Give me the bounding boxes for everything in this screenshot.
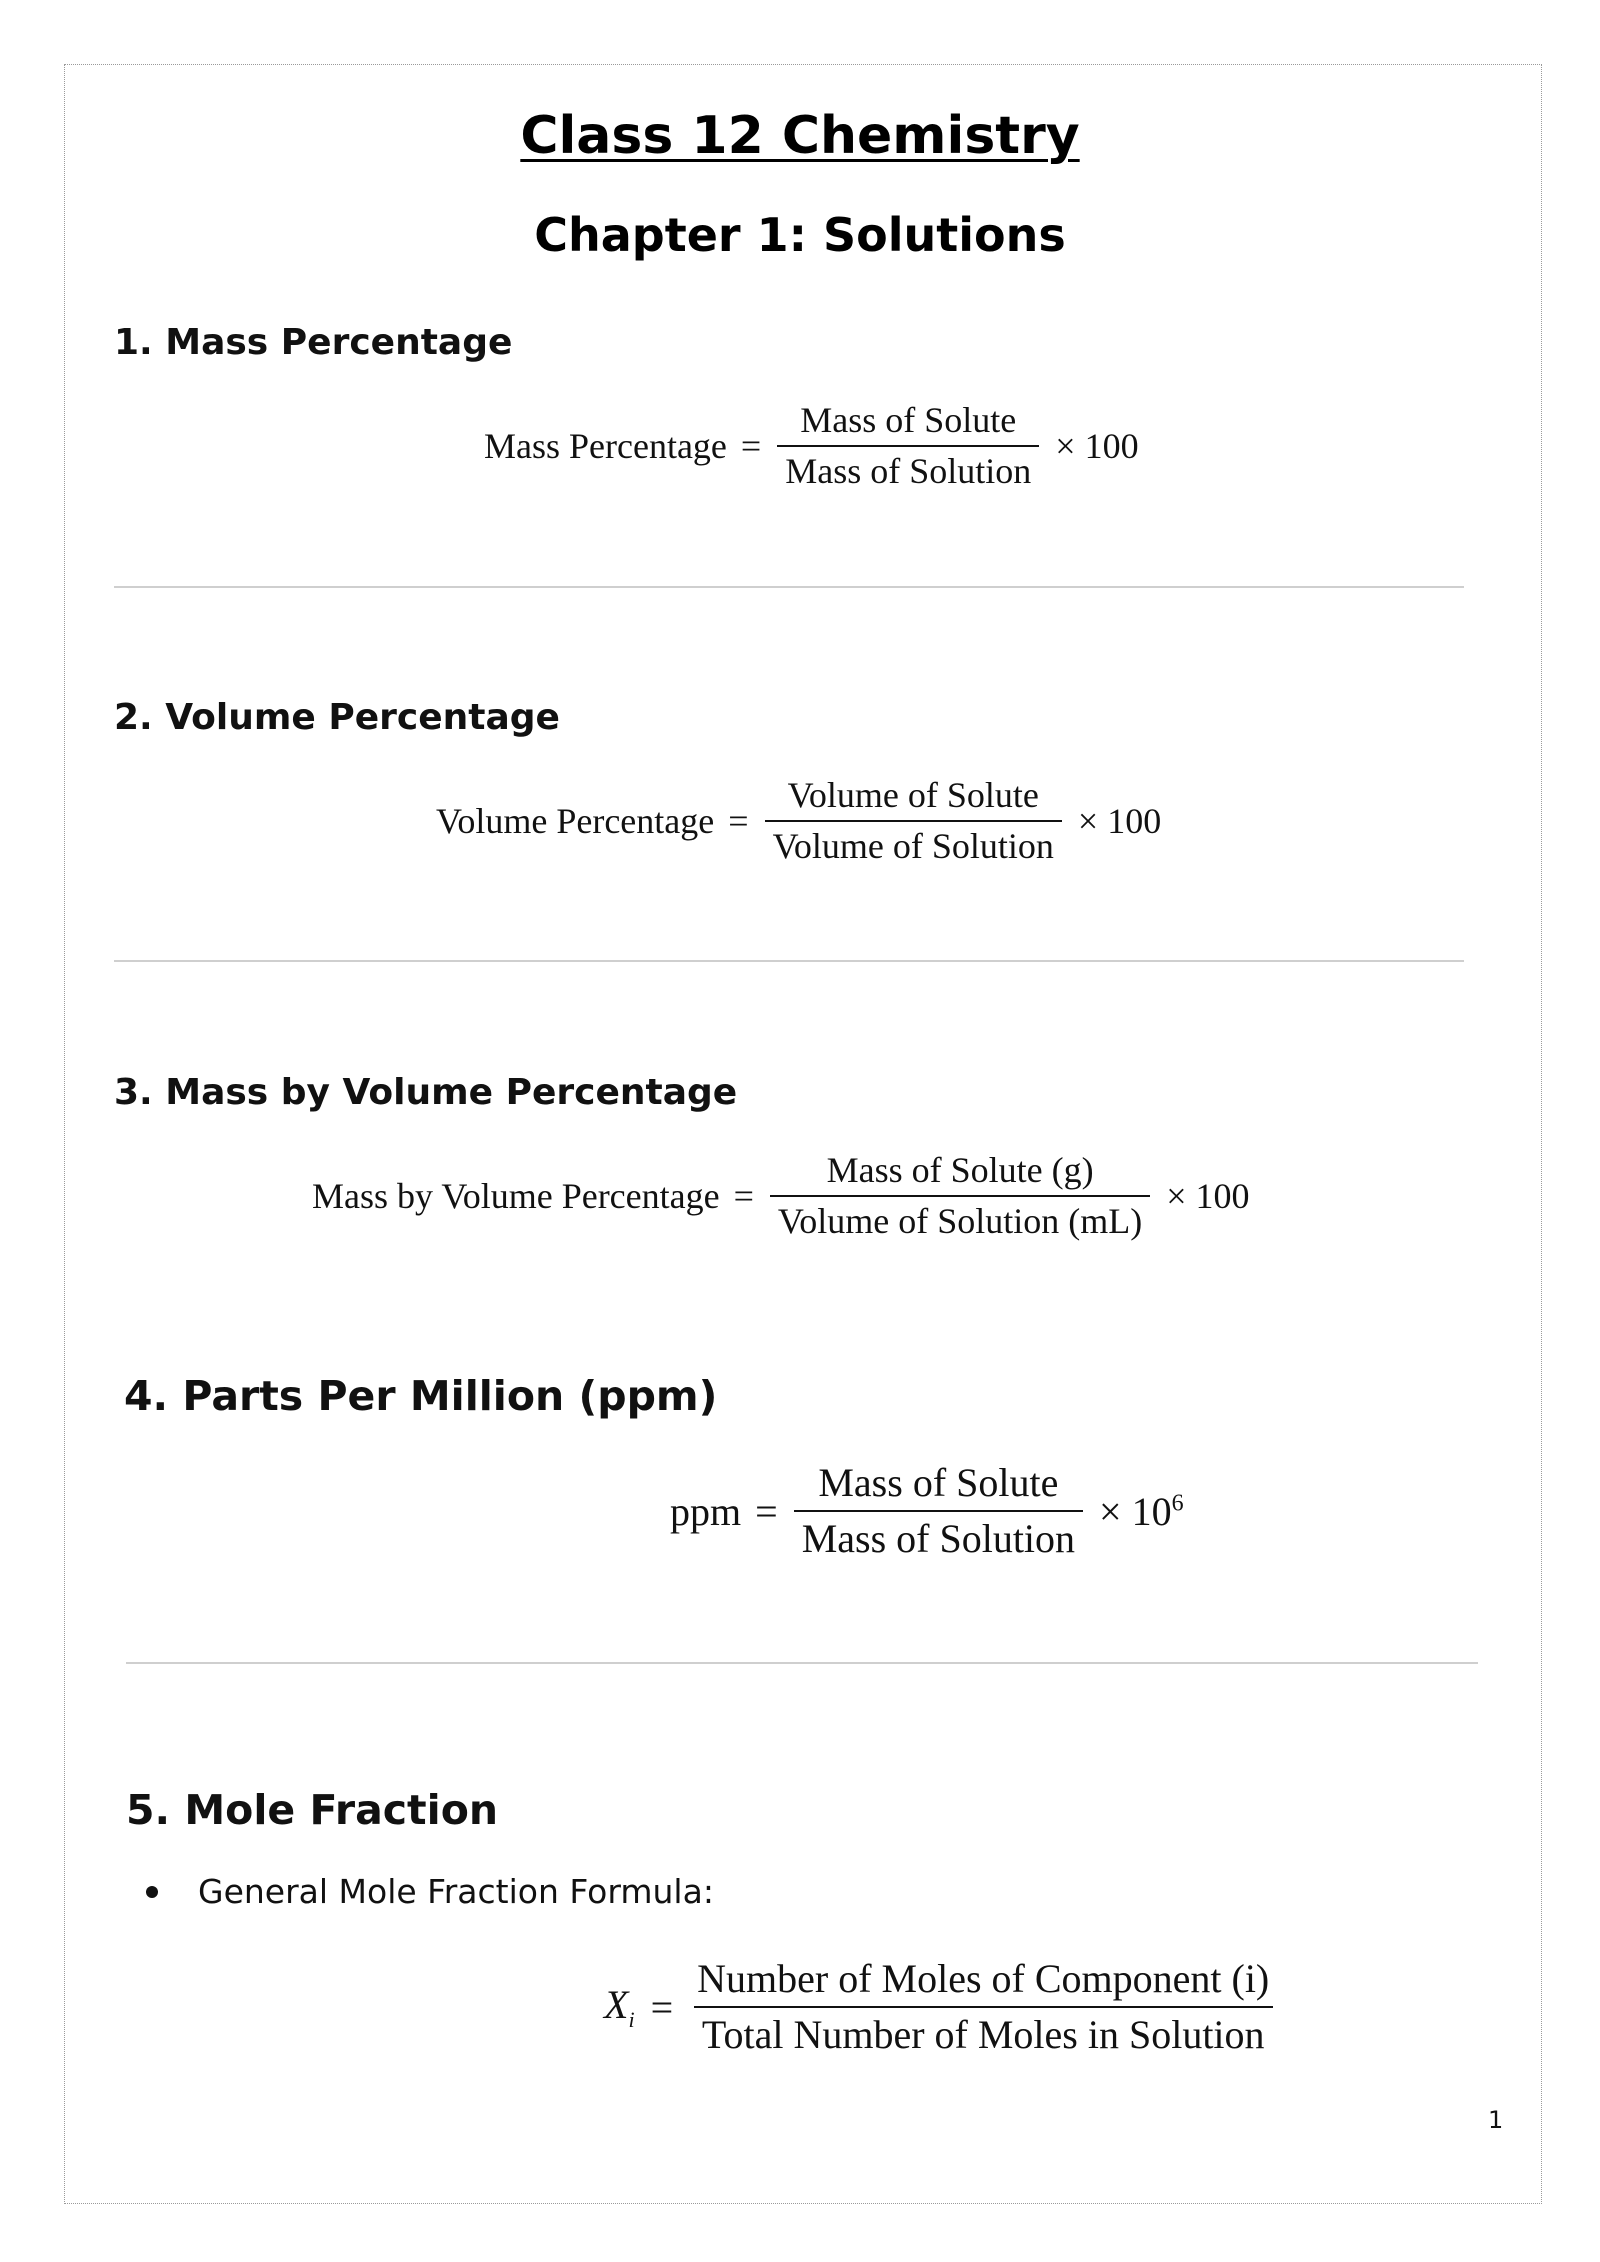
fraction-numerator: Mass of Solute	[800, 400, 1017, 440]
formula-mass-by-volume	[312, 1150, 1250, 1243]
formula-multiplier: × 100	[1077, 801, 1162, 842]
fraction-denominator: Total Number of Moles in Solution	[694, 2006, 1273, 2058]
fraction-denominator: Mass of Solution	[794, 1510, 1083, 1562]
formula-lhs-variable: $X_i$	[604, 1982, 635, 2032]
fraction-denominator: Mass of Solution	[777, 445, 1039, 492]
fraction	[777, 400, 1039, 493]
section-heading-mass-percentage: 1. Mass Percentage	[114, 322, 513, 363]
fraction-numerator: Number of Moles of Component (i)	[697, 1956, 1270, 2001]
formula-mass-percentage	[484, 400, 1139, 493]
formula-equals: =	[755, 1488, 778, 1534]
section-divider	[114, 586, 1464, 588]
fraction	[689, 1956, 1277, 2058]
formula-volume-percentage	[436, 775, 1161, 868]
formula-exponent: 6	[1171, 1490, 1184, 1517]
section-heading-mass-by-volume: 3. Mass by Volume Percentage	[114, 1072, 738, 1113]
formula-lhs-subscript: i	[628, 2007, 635, 2032]
formula-lhs: Mass Percentage	[484, 426, 727, 467]
fraction-denominator: Volume of Solution	[765, 820, 1062, 867]
bullet-text: General Mole Fraction Formula:	[198, 1872, 714, 1911]
fraction	[794, 1460, 1083, 1562]
formula-multiplier: × $10^6$	[1099, 1488, 1184, 1534]
section-heading-mole-fraction: 5. Mole Fraction	[126, 1786, 499, 1834]
section-divider	[114, 960, 1464, 962]
document-subtitle: Chapter 1: Solutions	[534, 208, 1066, 262]
formula-equals: =	[728, 801, 749, 842]
section-heading-ppm: 4. Parts Per Million (ppm)	[124, 1372, 718, 1420]
formula-mole-fraction	[604, 1956, 1293, 2058]
formula-multiplier: × 100	[1055, 426, 1139, 467]
bullet-item	[146, 1872, 714, 1911]
fraction-denominator: Volume of Solution (mL)	[770, 1195, 1150, 1242]
formula-multiplier: × 100	[1166, 1176, 1250, 1217]
fraction	[770, 1150, 1150, 1243]
page-number: 1	[1488, 2106, 1504, 2134]
formula-equals: =	[740, 426, 762, 467]
document-title: Class 12 Chemistry	[520, 106, 1080, 166]
bullet-dot	[146, 1886, 158, 1898]
fraction-numerator: Mass of Solute (g)	[826, 1150, 1094, 1190]
formula-lhs: Mass by Volume Percentage	[312, 1176, 720, 1217]
section-heading-volume-percentage: 2. Volume Percentage	[114, 697, 560, 738]
fraction-numerator: Volume of Solute	[787, 775, 1039, 815]
formula-equals: =	[733, 1176, 754, 1217]
formula-lhs: ppm	[670, 1488, 742, 1534]
formula-ppm	[670, 1460, 1184, 1562]
formula-equals: =	[650, 1984, 674, 2030]
section-divider	[126, 1662, 1478, 1664]
fraction-numerator: Mass of Solute	[818, 1460, 1059, 1505]
formula-lhs: Volume Percentage	[436, 801, 715, 842]
fraction	[765, 775, 1062, 868]
